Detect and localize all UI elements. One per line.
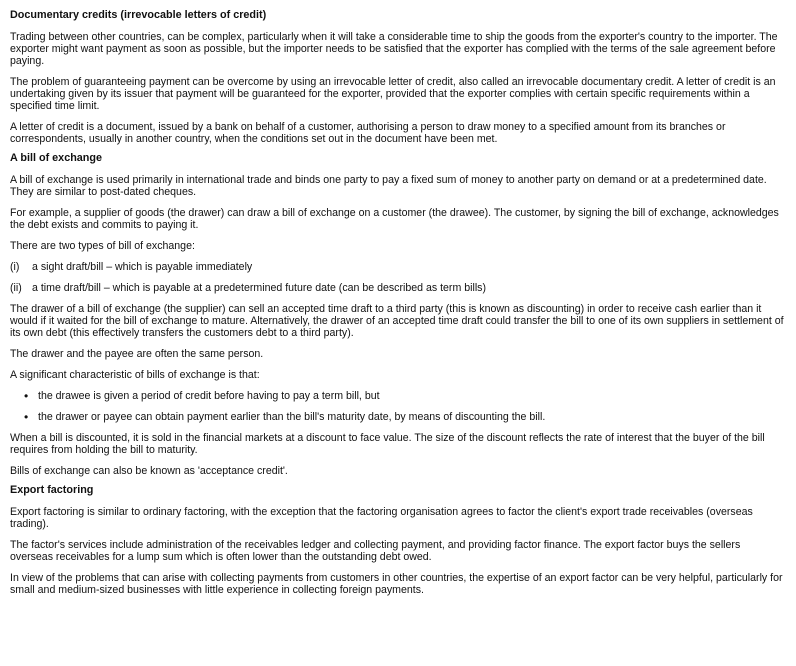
- paragraph: When a bill is discounted, it is sold in the financial markets at a discount to face value. The size of the discount reflects the rate of interest that the buyer of the bill requires from holding the bill to maturity.: [10, 432, 765, 456]
- paragraph: Bills of exchange can also be known as 'acceptance credit'.: [10, 465, 288, 477]
- heading-documentary-credits: Documentary credits (irrevocable letters of credit): [10, 9, 267, 21]
- paragraph: The factor's services include administration of the receivables ledger and collecting payment, and providing factor finance. The export factor buys the sellers overseas receivables for a lump sum which is often lower than the outstanding debt owed.: [10, 539, 741, 563]
- list-marker: (ii): [10, 282, 22, 294]
- paragraph: The drawer and the payee are often the same person.: [10, 348, 264, 360]
- paragraph: For example, a supplier of goods (the drawer) can draw a bill of exchange on a customer (the drawee). The customer, by signing the bill of exchange, acknowledges the debt exists and commits to paying it.: [10, 207, 779, 231]
- paragraph: A bill of exchange is used primarily in international trade and binds one party to pay a fixed sum of money to another party on demand or at a predetermined date. They are similar to post-dated cheques.: [10, 174, 767, 198]
- list-item: [10, 282, 786, 294]
- heading-export-factoring: Export factoring: [10, 484, 94, 496]
- paragraph: Trading between other countries, can be complex, particularly when it will take a considerable time to ship the goods from the exporter's country to the importer. The exporter might want payment as soon as possible, but the importer needs to be satisfied that the exporter has complied with the terms of the sale agreement before paying.: [10, 31, 778, 67]
- paragraph: The drawer of a bill of exchange (the supplier) can sell an accepted time draft to a third party (this is known as discounting) in order to receive cash earlier than it would if it waited for the bill of exchange to mature. Alternatively, the drawer of an accepted time draft could transfer the bill to one of its own suppliers in settlement of its own debt (this effectively transfers the customers debt to a third party).: [10, 303, 784, 339]
- list-marker: (i): [10, 261, 20, 273]
- heading-bill-of-exchange: A bill of exchange: [10, 152, 102, 164]
- paragraph: Export factoring is similar to ordinary factoring, with the exception that the factoring organisation agrees to factor the client's export trade receivables (overseas trading).: [10, 506, 753, 530]
- bullet-item: • the drawee is given a period of credit before having to pay a term bill, but: [24, 390, 786, 402]
- list-text: a sight draft/bill – which is payable immediately: [32, 261, 253, 273]
- list-text: a time draft/bill – which is payable at a predetermined future date (can be described as term bills): [32, 282, 486, 294]
- bullet-list: [10, 390, 786, 423]
- bullet-item: • the drawer or payee can obtain payment earlier than the bill's maturity date, by means of discounting the bill.: [24, 411, 786, 423]
- paragraph: A letter of credit is a document, issued by a bank on behalf of a customer, authorising a person to draw money to a specified amount from its branches or correspondents, usually in another country, when the conditions set out in the document have been met.: [10, 121, 726, 145]
- paragraph: In view of the problems that can arise with collecting payments from customers in other countries, the expertise of an export factor can be very helpful, particularly for small and medium-sized businesses with little experience in collecting foreign payments.: [10, 572, 783, 596]
- paragraph: The problem of guaranteeing payment can be overcome by using an irrevocable letter of credit, also called an irrevocable documentary credit. A letter of credit is an undertaking given by its issuer that payment will be guaranteed for the exporter, provided that the exporter complies with certain specific requirements within a specified time limit.: [10, 76, 776, 112]
- list-item: [10, 261, 786, 273]
- paragraph: There are two types of bill of exchange:: [10, 240, 195, 252]
- paragraph: A significant characteristic of bills of exchange is that:: [10, 369, 260, 381]
